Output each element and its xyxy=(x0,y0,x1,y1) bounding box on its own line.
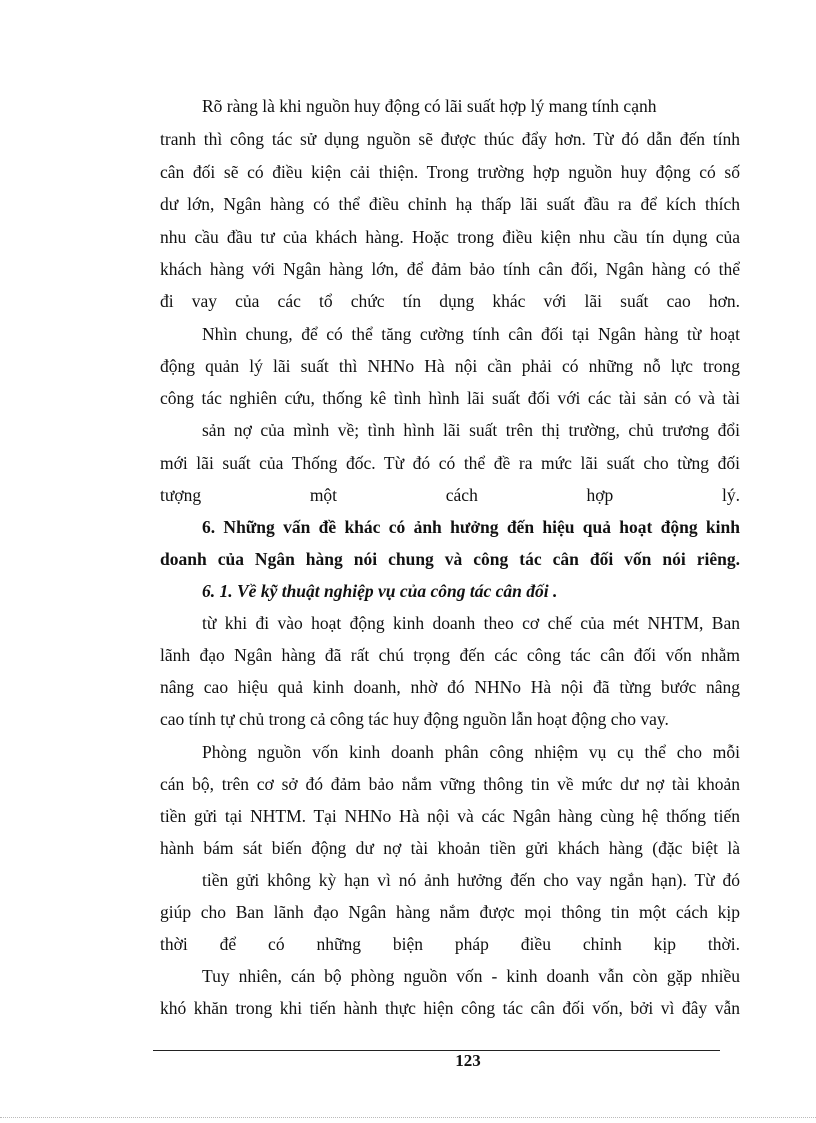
text-line: giúp cho Ban lãnh đạo Ngân hàng nắm được mọi thông tin một cách kịp xyxy=(160,902,740,922)
text-line: nhu cầu đầu tư của khách hàng. Hoặc trong điều kiện nhu cầu tín dụng của xyxy=(160,227,740,247)
text-line: Tuy nhiên, cán bộ phòng nguồn vốn - kinh doanh vẫn còn gặp nhiều xyxy=(202,966,740,986)
page-bottom-dotted-border xyxy=(0,1117,816,1118)
text-line: tượng một cách hợp lý. xyxy=(160,485,740,505)
text-line: tiền gửi tại NHTM. Tại NHNo Hà nội và các Ngân hàng cùng hệ thống tiến xyxy=(160,806,740,826)
text-line: khách hàng với Ngân hàng lớn, để đảm bảo tính cân đối, Ngân hàng có thể xyxy=(160,259,740,279)
text-line: cán bộ, trên cơ sở đó đảm bảo nắm vững thông tin về mức dư nợ tài khoản xyxy=(160,774,740,794)
text-line: dư lớn, Ngân hàng có thể điều chỉnh hạ thấp lãi suất đầu ra để kích thích xyxy=(160,194,740,214)
text-line: thời để có những biện pháp điều chỉnh kịp thời. xyxy=(160,934,740,954)
text-line: lãnh đạo Ngân hàng đã rất chú trọng đến các công tác cân đối vốn nhằm xyxy=(160,645,740,665)
footer-rule xyxy=(153,1050,720,1051)
text-line: công tác nghiên cứu, thống kê tình hình lãi suất đối với các tài sản có và tài xyxy=(160,388,740,408)
text-line: Nhìn chung, để có thể tăng cường tính cân đối tại Ngân hàng từ hoạt xyxy=(202,324,740,344)
text-line: đi vay của các tổ chức tín dụng khác với lãi suất cao hơn. xyxy=(160,291,740,311)
text-line: tranh thì công tác sử dụng nguồn sẽ được thúc đẩy hơn. Từ đó dẫn đến tính xyxy=(160,129,740,149)
text-line: sản nợ của mình về; tình hình lãi suất trên thị trường, chủ trương đổi xyxy=(202,420,740,440)
text-line: hành bám sát biến động dư nợ tài khoản tiền gửi khách hàng (đặc biệt là xyxy=(160,838,740,858)
section-heading: 6. Những vấn đề khác có ảnh hưởng đến hiệu quả hoạt động kinh xyxy=(202,517,740,537)
text-line: khó khăn trong khi tiến hành thực hiện công tác cân đối vốn, bởi vì đây vẫn xyxy=(160,998,740,1018)
text-line: mới lãi suất của Thống đốc. Từ đó có thể đề ra mức lãi suất cho từng đối xyxy=(160,453,740,473)
text-line: tiền gửi không kỳ hạn vì nó ảnh hưởng đến cho vay ngắn hạn). Từ đó xyxy=(202,870,740,890)
text-line: Rõ ràng là khi nguồn huy động có lãi suất hợp lý mang tính cạnh xyxy=(202,96,657,116)
section-heading: doanh của Ngân hàng nói chung và công tác cân đối vốn nói riêng. xyxy=(160,549,740,569)
text-line: từ khi đi vào hoạt động kinh doanh theo cơ chế của mét NHTM, Ban xyxy=(202,613,740,633)
subsection-heading: 6. 1. Về kỹ thuật nghiệp vụ của công tác cân đối . xyxy=(202,581,558,601)
text-line: cao tính tự chủ trong cả công tác huy động nguồn lẫn hoạt động cho vay. xyxy=(160,709,669,729)
text-line: cân đối sẽ có điều kiện cải thiện. Trong trường hợp nguồn huy động có số xyxy=(160,162,740,182)
page-number: 123 xyxy=(455,1051,481,1070)
text-line: Phòng nguồn vốn kinh doanh phân công nhiệm vụ cụ thể cho mỗi xyxy=(202,742,740,762)
text-line: động quản lý lãi suất thì NHNo Hà nội cần phải có những nỗ lực trong xyxy=(160,356,740,376)
text-line: nâng cao hiệu quả kinh doanh, nhờ đó NHNo Hà nội đã từng bước nâng xyxy=(160,677,740,697)
